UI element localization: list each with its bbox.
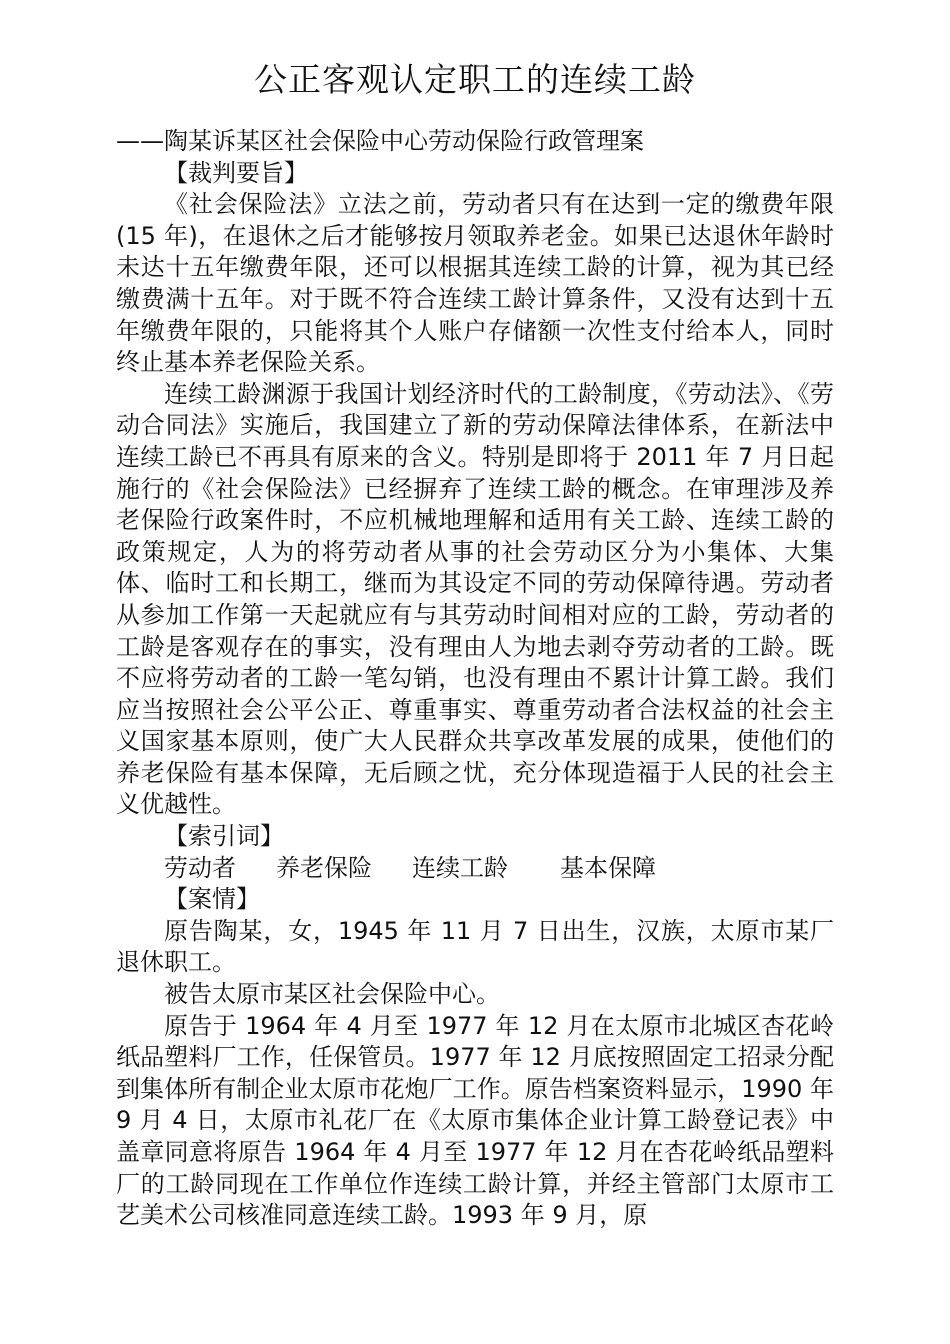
index-heading: 【索引词】	[164, 822, 284, 851]
document-body	[116, 126, 834, 1232]
document-subtitle: ——陶某诉某区社会保险中心劳动保险行政管理案	[116, 127, 644, 155]
summary-heading: 【裁判要旨】	[164, 158, 308, 187]
keyword-item: 连续工龄	[412, 853, 508, 882]
keyword-list	[116, 853, 834, 885]
keyword-item: 劳动者	[164, 853, 236, 882]
summary-paragraph-1: 《社会保险法》立法之前，劳动者只有在达到一定的缴费年限(15 年)，在退休之后才能够按月领取养老金。如果已达退休年龄时未达十五年缴费年限，还可以根据其连续工龄的计算，视为其已经缴费满十五年。对于既不符合连续工龄计算条件，又没有达到十五年缴费年限的，只能将其个人账户存储额一次性支付给本人，同时终止基本养老保险关系。	[116, 190, 834, 377]
keyword-item: 基本保障	[560, 853, 656, 882]
document-title: 公正客观认定职工的连续工龄	[254, 60, 696, 99]
facts-heading: 【案情】	[164, 885, 260, 914]
facts-paragraph-2: 被告太原市某区社会保险中心。	[164, 980, 500, 1009]
keyword-item: 养老保险	[276, 853, 372, 882]
summary-paragraph-2: 连续工龄渊源于我国计划经济时代的工龄制度，《劳动法》、《劳动合同法》实施后，我国建立了新的劳动保障法律体系，在新法中连续工龄已不再具有原来的含义。特别是即将于 2011 年 7 月日起施行的《社会保险法》已经摒弃了连续工龄的概念。在审理涉及养老保险行政案件时，不应机械地理解和适用有关工龄、连续工龄的政策规定，人为的将劳动者从事的社会劳动区分为小集体、大集体、临时工和长期工，继而为其设定不同的劳动保障待遇。劳动者从参加工作第一天起就应有与其劳动时间相对应的工龄，劳动者的工龄是客观存在的事实，没有理由人为地去剥夺劳动者的工龄。既不应将劳动者的工龄一笔勾销，也没有理由不累计计算工龄。我们应当按照社会公平公正、尊重事实、尊重劳动者合法权益的社会主义国家基本原则，使广大人民群众共享改革发展的成果，使他们的养老保险有基本保障，无后顾之忧，充分体现造福于人民的社会主义优越性。	[116, 379, 834, 819]
facts-paragraph-1: 原告陶某，女，1945 年 11 月 7 日出生，汉族，太原市某厂退休职工。	[116, 916, 834, 977]
facts-paragraph-3: 原告于 1964 年 4 月至 1977 年 12 月在太原市北城区杏花岭纸品塑料厂工作，任保管员。1977 年 12 月底按照固定工招录分配到集体所有制企业太原市花炮厂工作。原告档案资料显示，1990 年 9 月 4 日，太原市礼花厂在《太原市集体企业计算工龄登记表》中盖章同意将原告 1964 年 4 月至 1977 年 12 月在杏花岭纸品塑料厂的工龄同现在工作单位作连续工龄计算，并经主管部门太原市工艺美术公司核准同意连续工龄。1993 年 9 月，原	[116, 1011, 834, 1230]
